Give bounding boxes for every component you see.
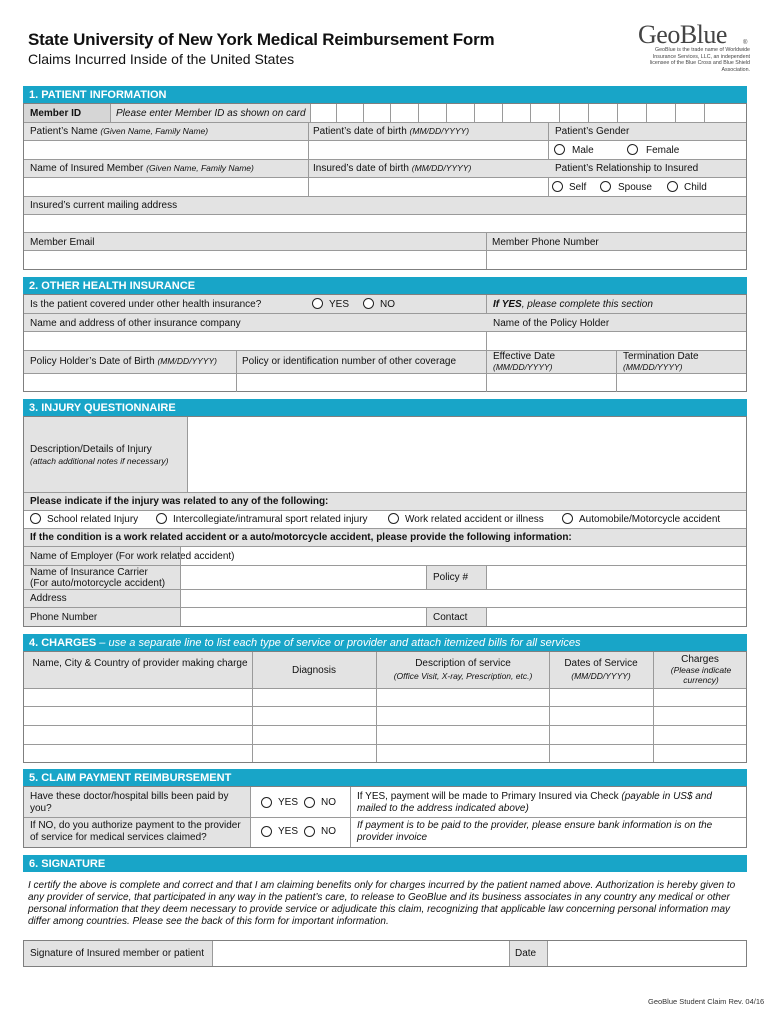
divider	[110, 104, 111, 122]
bills-paid-no-radio[interactable]	[304, 797, 315, 808]
form-subtitle: Claims Incurred Inside of the United States	[28, 51, 295, 67]
divider	[474, 104, 475, 122]
divider	[446, 104, 447, 122]
registered-mark: ®	[743, 40, 748, 46]
other-coverage-yes-radio[interactable]	[312, 298, 323, 309]
divider	[704, 104, 705, 122]
work-accident-label: Work related accident or illness	[405, 514, 544, 525]
patient-dob-label: Patient’s date of birth (MM/DD/YYYY)	[313, 126, 470, 137]
divider	[308, 160, 309, 196]
divider	[212, 941, 213, 966]
divider	[376, 652, 377, 762]
divider	[24, 706, 746, 707]
member-phone-label: Member Phone Number	[492, 237, 599, 248]
divider	[653, 652, 654, 762]
gender-male-radio[interactable]	[554, 144, 565, 155]
carrier-phone-label: Phone Number	[30, 612, 98, 623]
divider	[336, 104, 337, 122]
holder-dob-label: Policy Holder’s Date of Birth (MM/DD/YYYY)	[30, 356, 217, 367]
divider	[24, 177, 746, 178]
relationship-child-radio[interactable]	[667, 181, 678, 192]
relationship-child-label: Child	[684, 182, 707, 193]
divider	[616, 351, 617, 392]
authorize-no-label: NO	[321, 826, 336, 837]
divider	[486, 566, 487, 589]
policy-holder-label: Name of the Policy Holder	[493, 318, 610, 329]
divider	[426, 608, 427, 626]
divider	[24, 688, 746, 689]
authorize-payment-question: If NO, do you authorize payment to the provider of service for medical services claimed?	[30, 820, 241, 843]
geoblue-logo: GeoBlue	[638, 20, 727, 49]
auto-accident-label: Automobile/Motorcycle accident	[579, 514, 721, 525]
effective-date-hint: (MM/DD/YYYY)	[493, 362, 553, 372]
other-coverage-no-label: NO	[380, 299, 395, 310]
date-label: Date	[515, 948, 537, 959]
divider	[675, 104, 676, 122]
gender-female-radio[interactable]	[627, 144, 638, 155]
bills-paid-yes-radio[interactable]	[261, 797, 272, 808]
divider	[418, 104, 419, 122]
divider	[486, 351, 487, 392]
member-email-label: Member Email	[30, 237, 95, 248]
divider	[24, 725, 746, 726]
section-5-heading: 5. CLAIM PAYMENT REIMBURSEMENT	[23, 769, 747, 786]
patient-name-label: Patient’s Name (Given Name, Family Name)	[30, 126, 209, 137]
divider	[24, 607, 746, 608]
bills-paid-no-label: NO	[321, 797, 336, 808]
carrier-address-label: Address	[30, 593, 67, 604]
section-3-heading: 3. INJURY QUESTIONNAIRE	[23, 399, 747, 416]
gender-male-label: Male	[572, 145, 594, 156]
provider-payment-note: If payment is to be paid to the provider, please ensure bank information is on the provider invoice	[357, 820, 713, 843]
section-2-heading: 2. OTHER HEALTH INSURANCE	[23, 277, 747, 294]
section-1-heading: 1. PATIENT INFORMATION	[23, 86, 747, 103]
relationship-self-radio[interactable]	[552, 181, 563, 192]
bills-paid-yes-label: YES	[278, 797, 299, 808]
if-yes-note: If YES, please complete this section	[493, 299, 653, 310]
section-4-heading: 4. CHARGES – use a separate line to list each type of service or provider and attach itemized bills for all services	[23, 634, 747, 651]
divider	[187, 417, 188, 492]
work-accident-radio[interactable]	[388, 513, 399, 524]
divider	[24, 250, 746, 251]
accident-info-question: If the condition is a work related accident or a auto/motorcycle accident, please provide the following information:	[30, 532, 572, 543]
divider	[236, 351, 237, 392]
relationship-label: Patient’s Relationship to Insured	[555, 163, 699, 174]
sport-injury-label: Intercollegiate/intramural sport related injury	[173, 514, 368, 525]
divider	[24, 510, 746, 511]
divider	[180, 547, 181, 626]
divider	[547, 941, 548, 966]
relationship-self-label: Self	[569, 182, 587, 193]
policy-number-label: Policy or identification number of other coverage	[242, 356, 457, 367]
divider	[588, 104, 589, 122]
divider	[363, 104, 364, 122]
member-id-hint: Please enter Member ID as shown on card	[116, 108, 306, 119]
termination-date-hint: (MM/DD/YYYY)	[623, 362, 683, 372]
col-dates-header: Dates of Service	[564, 658, 638, 669]
divider	[426, 566, 427, 589]
divider	[24, 140, 746, 141]
divider	[509, 941, 510, 966]
carrier-label-line1: Name of Insurance Carrier	[30, 567, 148, 578]
insured-name-label: Name of Insured Member (Given Name, Family Name)	[30, 163, 254, 174]
divider	[24, 744, 746, 745]
divider	[549, 652, 550, 762]
col-charges-header: Charges	[681, 654, 719, 665]
col-charges-hint: (Please indicate currency)	[670, 665, 732, 685]
divider	[252, 652, 253, 762]
authorize-yes-radio[interactable]	[261, 826, 272, 837]
divider	[486, 233, 487, 269]
auto-accident-radio[interactable]	[562, 513, 573, 524]
authorize-no-radio[interactable]	[304, 826, 315, 837]
insured-dob-label: Insured’s date of birth (MM/DD/YYYY)	[313, 163, 472, 174]
other-company-label: Name and address of other insurance company	[30, 318, 241, 329]
termination-date-label: Termination Date	[623, 351, 699, 362]
col-diagnosis-header: Diagnosis	[292, 665, 336, 676]
divider	[559, 104, 560, 122]
form-revision-footer: GeoBlue Student Claim Rev. 04/16	[648, 997, 765, 1006]
carrier-policy-label: Policy #	[433, 572, 469, 583]
col-service-header: Description of service	[415, 658, 511, 669]
divider	[24, 589, 746, 590]
divider	[646, 104, 647, 122]
divider	[486, 608, 487, 626]
divider	[617, 104, 618, 122]
signature-label: Signature of Insured member or patient	[30, 948, 204, 959]
divider	[502, 104, 503, 122]
mailing-address-label: Insured’s current mailing address	[30, 200, 178, 211]
section-6-heading: 6. SIGNATURE	[23, 855, 747, 872]
other-coverage-yes-label: YES	[329, 299, 350, 310]
other-coverage-question: Is the patient covered under other health insurance?	[30, 299, 262, 310]
form-title: State University of New York Medical Reimbursement Form	[28, 30, 495, 49]
relationship-spouse-radio[interactable]	[600, 181, 611, 192]
divider	[24, 331, 746, 332]
logo-disclaimer: GeoBlue is the trade name of Worldwide Insurance Services, LLC, an independent licensee of the Blue Cross and Blue Shield Association.	[649, 47, 750, 73]
sport-injury-radio[interactable]	[156, 513, 167, 524]
divider	[24, 817, 746, 818]
divider	[250, 787, 251, 847]
col-provider-header: Name, City & Country of provider making charge	[32, 658, 248, 669]
divider	[24, 214, 746, 215]
certification-statement: I certify the above is complete and correct and that I am claiming benefits only for charges incurred by the patient named above. Authorization is hereby given to any provider of service, that participated in any way in the patient’s care, to release to GeoBlue and its business associates in any country any medical or other personal information that they deem necessary to provide service or adjudicate this claim, recognizing that applicable law concerning personal information may differ among countries. Please see the back of this form for important information.	[28, 880, 736, 927]
carrier-label-line2: (For auto/motorcycle accident)	[30, 578, 166, 589]
employer-label: Name of Employer (For work related accident)	[30, 551, 235, 562]
injury-related-question: Please indicate if the injury was related to any of the following:	[30, 496, 329, 507]
bills-paid-answer-note: If YES, payment will be made to Primary Insured via Check (payable in US$ and mailed to the address indicated above)	[357, 791, 712, 814]
other-coverage-no-radio[interactable]	[363, 298, 374, 309]
divider	[24, 373, 746, 374]
col-service-hint: (Office Visit, X-ray, Prescription, etc.)	[393, 671, 533, 681]
injury-desc-hint: (attach additional notes if necessary)	[30, 456, 169, 466]
divider	[24, 565, 746, 566]
divider	[390, 104, 391, 122]
col-dates-hint: (MM/DD/YYYY)	[571, 671, 631, 681]
school-injury-radio[interactable]	[30, 513, 41, 524]
gender-female-label: Female	[646, 145, 680, 156]
patient-gender-label: Patient’s Gender	[555, 126, 630, 137]
divider	[310, 104, 311, 122]
contact-label-row	[24, 233, 746, 250]
member-id-label: Member ID	[30, 108, 82, 119]
relationship-spouse-label: Spouse	[618, 182, 652, 193]
injury-desc-label: Description/Details of Injury	[30, 444, 152, 455]
divider	[530, 104, 531, 122]
authorize-yes-label: YES	[278, 826, 299, 837]
school-injury-label: School related Injury	[47, 514, 139, 525]
effective-date-label: Effective Date	[493, 351, 556, 362]
divider	[308, 123, 309, 159]
bills-paid-question: Have these doctor/hospital bills been paid by you?	[30, 791, 229, 814]
carrier-contact-label: Contact	[433, 612, 468, 623]
divider	[350, 787, 351, 847]
